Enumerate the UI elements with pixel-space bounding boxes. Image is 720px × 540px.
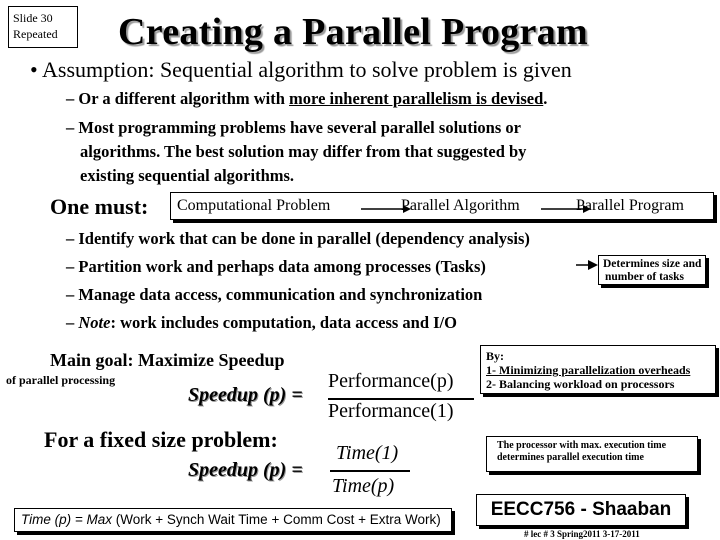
fixed-size-label: For a fixed size problem: — [44, 427, 278, 452]
speedup-numerator-performance: Performance(p) — [328, 370, 454, 392]
sub-bullet-suffix: . — [543, 89, 548, 108]
sub-bullet-underlined: more inherent parallelism is devised — [289, 89, 544, 108]
task-note-label: Note — [78, 313, 111, 332]
main-goal-subtext: of parallel processing — [6, 373, 116, 387]
task-manage-data: – Manage data access, communication and synchronization — [66, 285, 483, 304]
fraction-bar — [330, 470, 410, 472]
speedup-lhs-time: Speedup (p) = — [188, 459, 303, 481]
by-note-workload: 2- Balancing workload on processors — [486, 377, 675, 391]
task-note-prefix: – — [66, 313, 79, 332]
by-note-overheads: 1- Minimizing parallelization overheads — [486, 363, 691, 377]
processor-note-box — [486, 436, 698, 472]
flow-step-parallel-algorithm: Parallel Algorithm — [401, 197, 520, 214]
time-formula-box — [14, 508, 452, 532]
by-note-heading: By: — [486, 349, 504, 363]
time-formula-rest: (Work + Synch Wait Time + Comm Cost + Extra Work) — [112, 512, 441, 527]
tasks-note-box — [598, 255, 706, 285]
task-partition-work: – Partition work and perhaps data among processes (Tasks) — [66, 257, 486, 276]
tasks-note-line2: number of tasks — [605, 271, 685, 283]
flow-box — [170, 192, 714, 220]
by-note-box — [480, 345, 716, 394]
sub-bullet-programming-problems-line3: existing sequential algorithms. — [80, 166, 295, 185]
slide-tag — [8, 6, 78, 48]
task-note — [66, 313, 457, 333]
speedup-denominator-performance: Performance(1) — [328, 400, 454, 422]
task-note-text: : work includes computation, data access and I/O — [110, 313, 457, 332]
tasks-note-line1: Determines size and — [603, 258, 702, 270]
one-must-label: One must: — [50, 194, 149, 219]
time-formula-prefix: Time (p) = Max — [21, 512, 113, 527]
processor-note-line2: determines parallel execution time — [497, 452, 644, 463]
flow-step-computational-problem: Computational Problem — [177, 197, 331, 214]
speedup-numerator-time: Time(1) — [336, 442, 399, 464]
sub-bullet-prefix: – Or a different algorithm with — [66, 89, 290, 108]
lecture-info: # lec # 3 Spring2011 3-17-2011 — [524, 529, 640, 539]
page-title: Creating a Parallel Program — [118, 11, 588, 53]
main-goal: Main goal: Maximize Speedup — [50, 350, 285, 370]
assumption-bullet: • Assumption: Sequential algorithm to solve problem is given — [30, 57, 572, 82]
slide-repeated-label: Repeated — [13, 27, 58, 41]
slide-number: Slide 30 — [13, 11, 53, 25]
speedup-lhs-performance: Speedup (p) = — [188, 384, 303, 406]
processor-note-line1: The processor with max. execution time — [497, 440, 667, 451]
speedup-denominator-time: Time(p) — [332, 475, 395, 497]
sub-bullet-programming-problems-line2: algorithms. The best solution may differ from that suggested by — [80, 142, 527, 161]
sub-bullet-programming-problems-line1: – Most programming problems have several parallel solutions or — [66, 118, 521, 137]
course-footer-box: EECC756 - Shaaban — [476, 494, 686, 526]
flow-step-parallel-program: Parallel Program — [576, 197, 684, 214]
pointer-arrow-icon — [576, 260, 598, 270]
sub-bullet-different-algorithm — [66, 89, 547, 109]
task-identify-work: – Identify work that can be done in parallel (dependency analysis) — [66, 229, 530, 248]
